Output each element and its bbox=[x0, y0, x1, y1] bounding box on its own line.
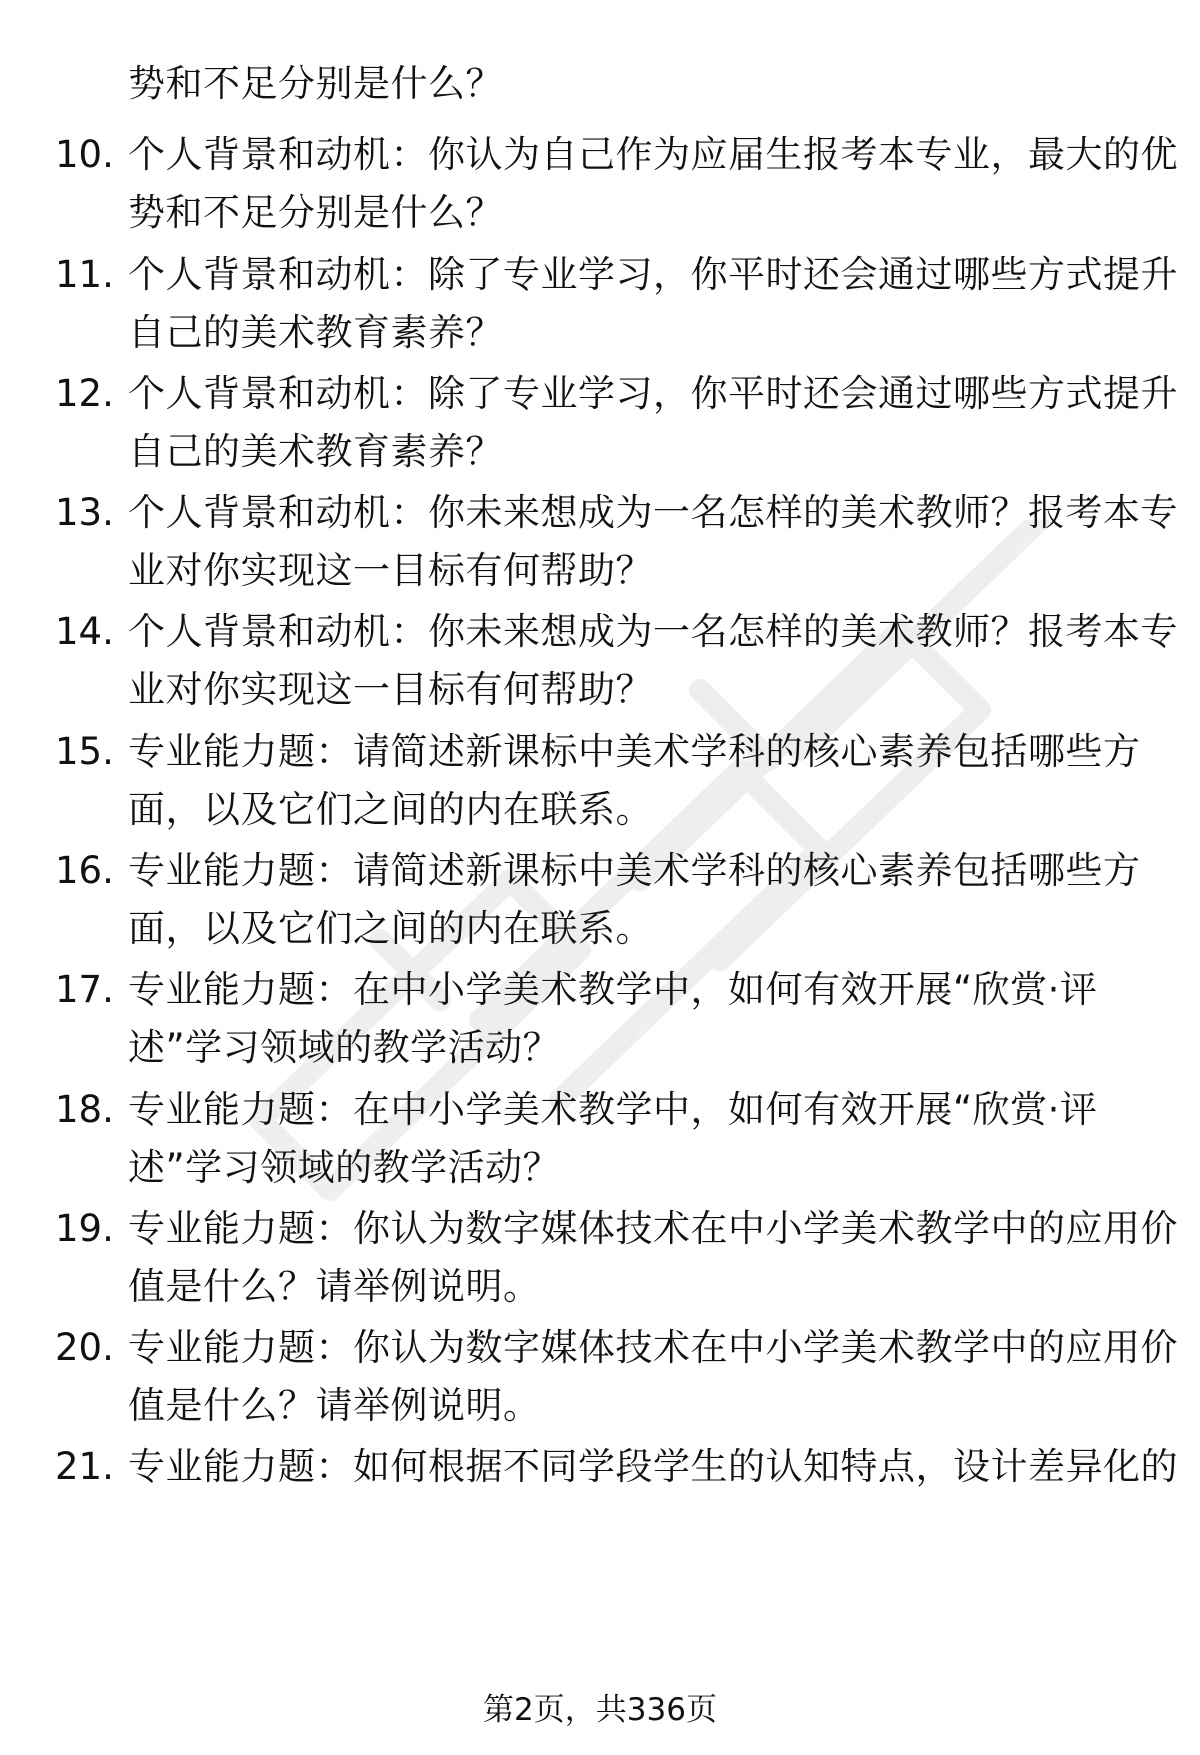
item-text-line1: 个人背景和动机：除了专业学习，你平时还会通过哪些方式提升 bbox=[128, 253, 1178, 296]
item-text-line2: 业对你实现这一目标有何帮助？ bbox=[128, 549, 653, 592]
item-text-line1: 专业能力题：你认为数字媒体技术在中小学美术教学中的应用价 bbox=[128, 1326, 1178, 1369]
item-text-line1: 个人背景和动机：除了专业学习，你平时还会通过哪些方式提升 bbox=[128, 372, 1178, 415]
item-number: 18. bbox=[55, 1088, 114, 1131]
item-number: 15. bbox=[55, 730, 114, 773]
page-footer: 第2页，共336页 bbox=[483, 1692, 717, 1728]
item-number: 10. bbox=[55, 133, 114, 176]
item-text-line2: 述”学习领域的教学活动？ bbox=[128, 1146, 561, 1189]
item-number: 16. bbox=[55, 849, 114, 892]
item-text-line2: 值是什么？请举例说明。 bbox=[128, 1265, 541, 1308]
item-number: 13. bbox=[55, 491, 114, 534]
item-text-line1: 专业能力题：你认为数字媒体技术在中小学美术教学中的应用价 bbox=[128, 1207, 1178, 1250]
item-text-line1: 专业能力题：请简述新课标中美术学科的核心素养包括哪些方 bbox=[128, 849, 1141, 892]
item-text-line2: 自己的美术教育素养？ bbox=[128, 311, 503, 354]
item-text-line1: 专业能力题：如何根据不同学段学生的认知特点，设计差异化的 bbox=[128, 1445, 1178, 1488]
item-text-line1: 专业能力题：在中小学美术教学中，如何有效开展“欣赏·评 bbox=[128, 968, 1098, 1011]
item-number: 14. bbox=[55, 610, 114, 653]
item-text-line2: 势和不足分别是什么？ bbox=[128, 191, 503, 234]
item-text-line1: 专业能力题：在中小学美术教学中，如何有效开展“欣赏·评 bbox=[128, 1088, 1098, 1131]
item-number: 20. bbox=[55, 1326, 114, 1369]
item-text-line1: 专业能力题：请简述新课标中美术学科的核心素养包括哪些方 bbox=[128, 730, 1141, 773]
continuation-line: 势和不足分别是什么？ bbox=[128, 62, 503, 105]
item-text-line1: 个人背景和动机：你未来想成为一名怎样的美术教师？报考本专 bbox=[128, 610, 1178, 653]
item-number: 17. bbox=[55, 968, 114, 1011]
item-text-line2: 业对你实现这一目标有何帮助？ bbox=[128, 668, 653, 711]
item-text-line1: 个人背景和动机：你认为自己作为应届生报考本专业，最大的优 bbox=[128, 133, 1178, 176]
item-number: 12. bbox=[55, 372, 114, 415]
item-number: 21. bbox=[55, 1445, 114, 1488]
item-number: 11. bbox=[55, 253, 114, 296]
item-number: 19. bbox=[55, 1207, 114, 1250]
item-text-line2: 面，以及它们之间的内在联系。 bbox=[128, 907, 653, 950]
item-text-line2: 自己的美术教育素养？ bbox=[128, 430, 503, 473]
item-text-line2: 值是什么？请举例说明。 bbox=[128, 1384, 541, 1427]
item-text-line1: 个人背景和动机：你未来想成为一名怎样的美术教师？报考本专 bbox=[128, 491, 1178, 534]
item-text-line2: 面，以及它们之间的内在联系。 bbox=[128, 788, 653, 831]
item-text-line2: 述”学习领域的教学活动？ bbox=[128, 1026, 561, 1069]
